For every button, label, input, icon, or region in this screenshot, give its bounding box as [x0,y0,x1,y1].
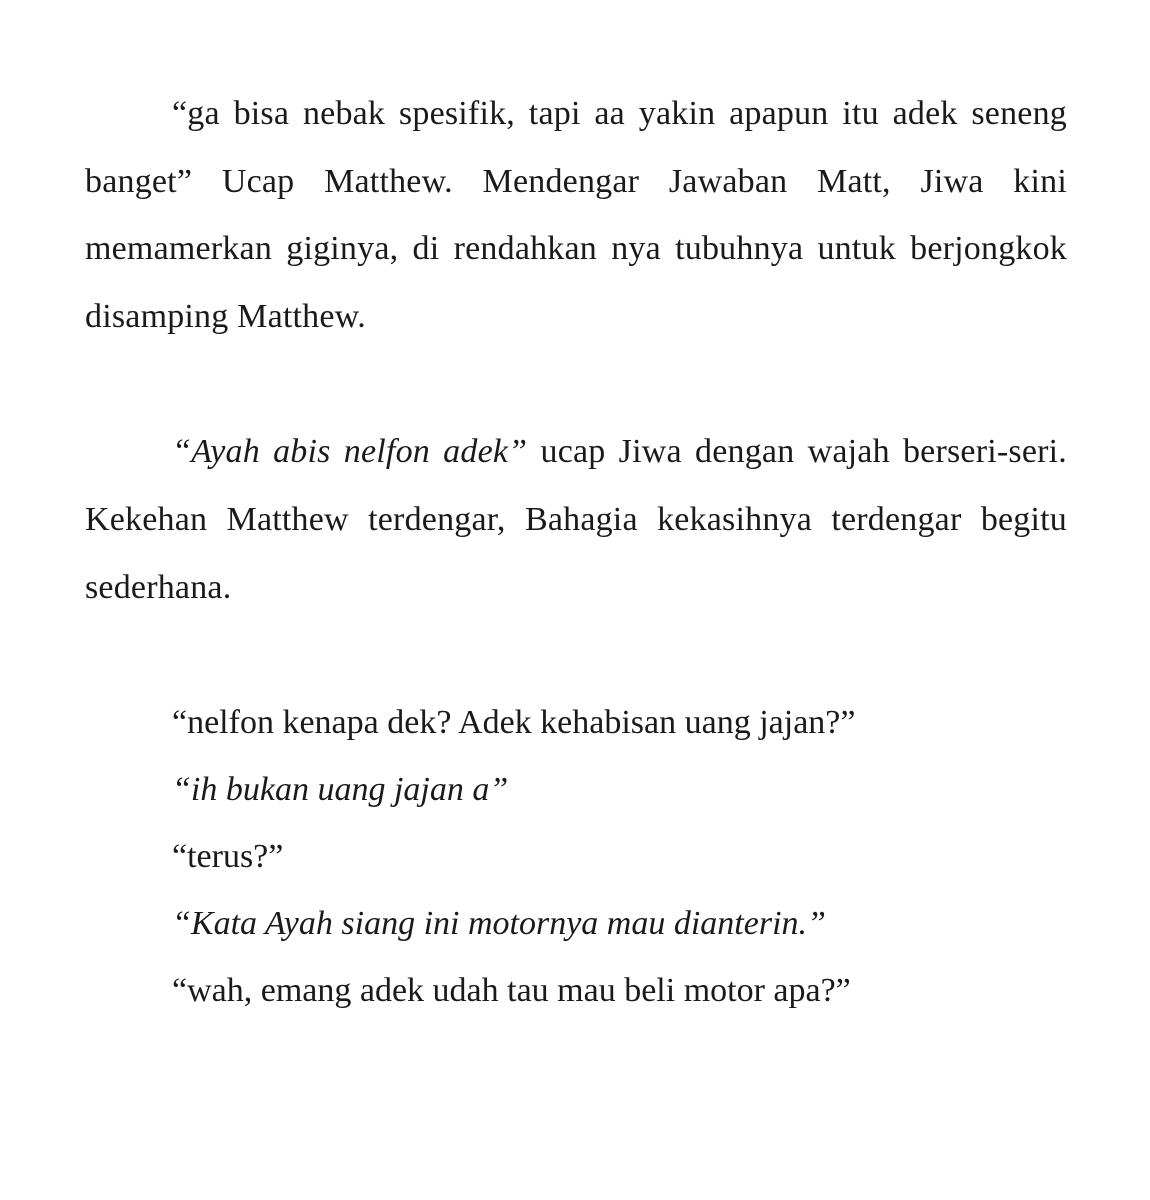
paragraph-2-italic-quote: “Ayah abis nelfon adek” [172,433,528,471]
paragraph-1-text: “ga bisa nebak spesifik, tapi aa yakin apapun itu adek seneng banget” Ucap Matthew. Mendengar Jawaban Matt, Jiwa kini memamerkan giginya, di rendahkan nya tubuhnya untuk berjongkok disamping Matthew. [85,95,1067,335]
document-page [85,80,1067,1024]
dialogue-line-5: “wah, emang adek udah tau mau beli motor apa?” [172,972,851,1010]
paragraph-2-text: ucap Jiwa dengan wajah berseri-seri. Kekehan Matthew terdengar, Bahagia kekasihnya terdengar begitu sederhana. [85,433,1068,606]
dialogue-block [85,689,1067,1024]
dialogue-line-3: “terus?” [172,838,284,876]
dialogue-line-1: “nelfon kenapa dek? Adek kehabisan uang jajan?” [172,704,856,742]
paragraph-2 [85,418,1067,621]
paragraph-1 [85,80,1067,350]
dialogue-line-2: “ih bukan uang jajan a” [172,771,509,809]
dialogue-line-4: “Kata Ayah siang ini motornya mau dianterin.” [172,905,826,943]
